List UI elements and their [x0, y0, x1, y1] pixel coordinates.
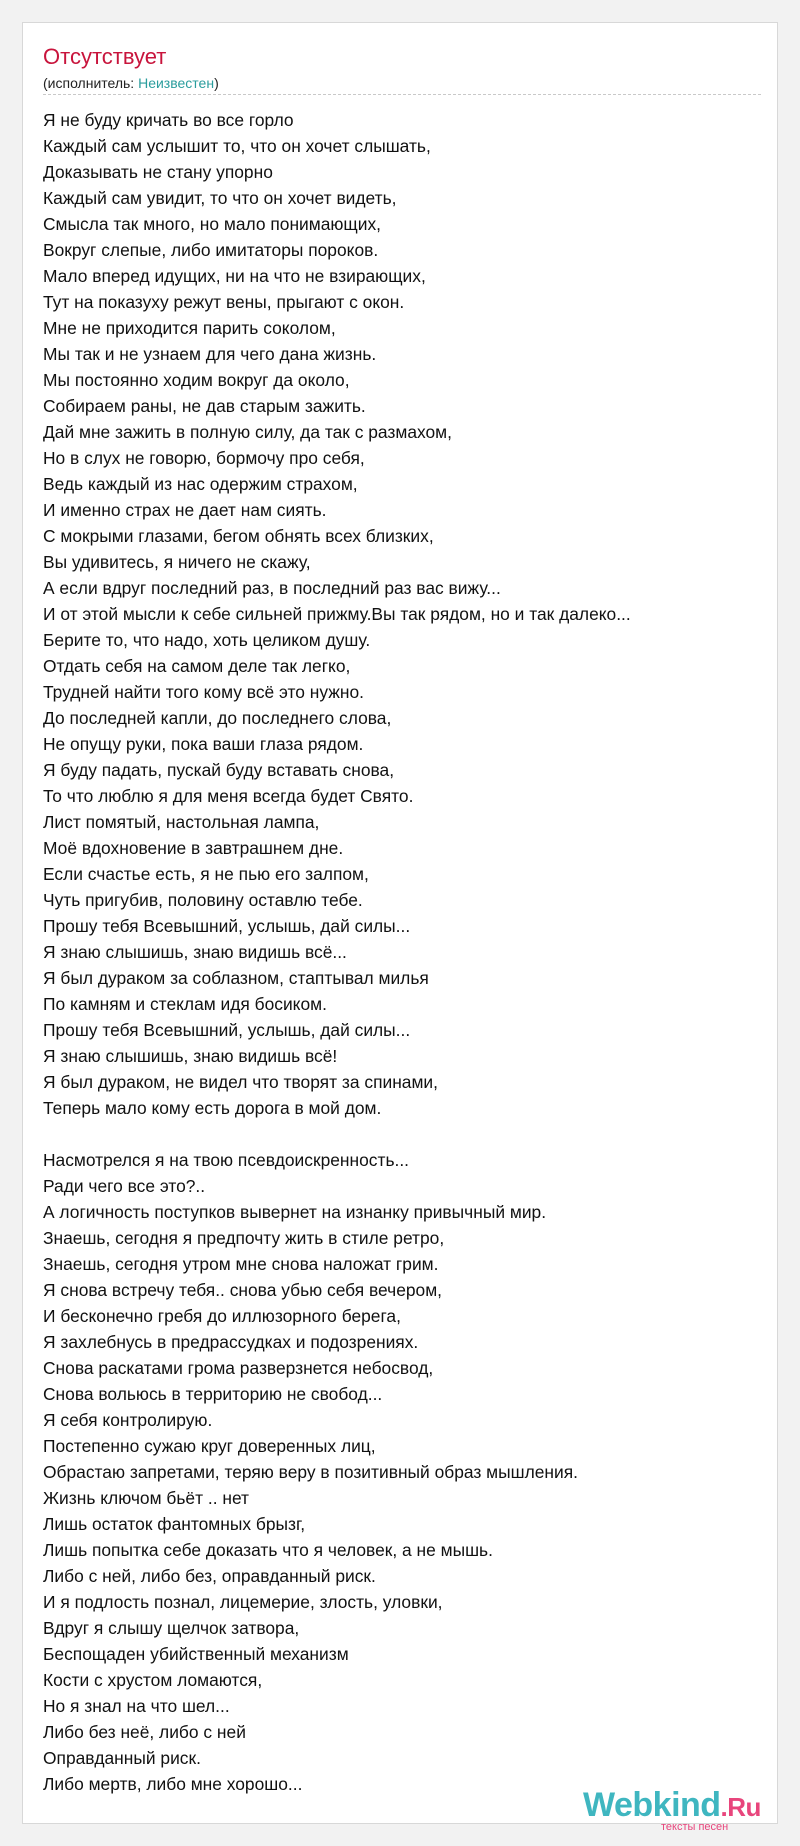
lyric-line: Если счастье есть, я не пью его залпом, — [43, 864, 369, 884]
lyric-line: Отдать себя на самом деле так легко, — [43, 656, 351, 676]
lyric-line: И именно страх не дает нам сиять. — [43, 500, 327, 520]
lyric-line: Лишь попытка себе доказать что я человек, а не мышь. — [43, 1540, 493, 1560]
song-subtitle — [43, 74, 219, 92]
lyric-line: Трудней найти того кому всё это нужно. — [43, 682, 365, 702]
lyric-line: Снова вольюсь в территорию не свобод... — [43, 1384, 383, 1404]
lyric-line: Каждый сам услышит то, что он хочет слышать, — [43, 136, 431, 156]
lyric-line: Ради чего все это?.. — [43, 1176, 206, 1196]
song-title: Отсутствует — [43, 44, 167, 69]
lyric-line: Обрастаю запретами, теряю веру в позитивный образ мышления. — [43, 1462, 578, 1482]
lyric-line: Теперь мало кому есть дорога в мой дом. — [43, 1098, 382, 1118]
title-divider — [43, 94, 761, 95]
lyric-line: Беспощаден убийственный механизм — [43, 1644, 349, 1664]
lyric-line: Но я знал на что шел... — [43, 1696, 230, 1716]
lyric-line: Я был дураком за соблазном, стаптывал милья — [43, 968, 429, 988]
lyric-line: Либо мертв, либо мне хорошо... — [43, 1774, 303, 1794]
lyric-line: И я подлость познал, лицемерие, злость, уловки, — [43, 1592, 443, 1612]
subtitle-suffix: ) — [214, 75, 219, 91]
lyric-line: Насмотрелся я на твою псевдоискренность... — [43, 1150, 410, 1170]
lyric-line: А логичность поступков вывернет на изнанку привычный мир. — [43, 1202, 547, 1222]
lyric-line: Я себя контролирую. — [43, 1410, 213, 1430]
lyric-line: Жизнь ключом бьёт .. нет — [43, 1488, 250, 1508]
lyric-line: А если вдруг последний раз, в последний раз вас вижу... — [43, 578, 501, 598]
lyric-line: Вы удивитесь, я ничего не скажу, — [43, 552, 311, 572]
logo-suffix: .Ru — [720, 1792, 761, 1822]
lyric-line: Лист помятый, настольная лампа, — [43, 812, 320, 832]
lyric-line: Мало вперед идущих, ни на что не взирающих, — [43, 266, 426, 286]
lyric-line: С мокрыми глазами, бегом обнять всех близких, — [43, 526, 434, 546]
lyric-line: По камням и стеклам идя босиком. — [43, 994, 327, 1014]
lyric-line: Не опущу руки, пока ваши глаза рядом. — [43, 734, 364, 754]
lyric-line: Тут на показуху режут вены, прыгают с окон. — [43, 292, 405, 312]
lyric-line: Вокруг слепые, либо имитаторы пороков. — [43, 240, 379, 260]
lyric-line: Мы постоянно ходим вокруг да около, — [43, 370, 350, 390]
subtitle-prefix: (исполнитель: — [43, 75, 139, 91]
lyric-line: Вдруг я слышу щелчок затвора, — [43, 1618, 300, 1638]
lyric-line: Берите то, что надо, хоть целиком душу. — [43, 630, 371, 650]
stanza-gap — [43, 1121, 763, 1147]
lyric-line: Снова раскатами грома разверзнется небосвод, — [43, 1358, 434, 1378]
lyric-line: Оправданный риск. — [43, 1748, 201, 1768]
lyrics-text — [43, 107, 763, 1797]
lyric-line: И от этой мысли к себе сильней прижму.Вы так рядом, но и так далеко... — [43, 604, 631, 624]
lyric-line: Либо с ней, либо без, оправданный риск. — [43, 1566, 376, 1586]
lyric-line: Я захлебнусь в предрассудках и подозрениях. — [43, 1332, 419, 1352]
lyric-line: Мы так и не узнаем для чего дана жизнь. — [43, 344, 377, 364]
lyric-line: Лишь остаток фантомных брызг, — [43, 1514, 306, 1534]
lyric-line: Прошу тебя Всевышний, услышь, дай силы... — [43, 916, 411, 936]
lyric-line: Знаешь, сегодня я предпочту жить в стиле ретро, — [43, 1228, 445, 1248]
lyric-line: Моё вдохновение в завтрашнем дне. — [43, 838, 344, 858]
lyric-line: Кости с хрустом ломаются, — [43, 1670, 263, 1690]
lyric-line: И бесконечно гребя до иллюзорного берега, — [43, 1306, 401, 1326]
lyric-line: Я буду падать, пускай буду вставать снова, — [43, 760, 395, 780]
song-card — [22, 22, 778, 1833]
lyric-line: Но в слух не говорю, бормочу про себя, — [43, 448, 365, 468]
lyric-line: Каждый сам увидит, то что он хочет видеть, — [43, 188, 397, 208]
lyric-line: Я знаю слышишь, знаю видишь всё! — [43, 1046, 338, 1066]
lyric-line: Чуть пригубив, половину оставлю тебе. — [43, 890, 363, 910]
lyric-line: Собираем раны, не дав старым зажить. — [43, 396, 366, 416]
lyric-line: Ведь каждый из нас одержим страхом, — [43, 474, 358, 494]
lyric-line: Постепенно сужаю круг доверенных лиц, — [43, 1436, 376, 1456]
lyric-line: Смысла так много, но мало понимающих, — [43, 214, 381, 234]
lyric-line: Я снова встречу тебя.. снова убью себя вечером, — [43, 1280, 443, 1300]
lyric-line: Мне не приходится парить соколом, — [43, 318, 336, 338]
lyric-line: Либо без неё, либо с ней — [43, 1722, 246, 1742]
lyric-line: Дай мне зажить в полную силу, да так с размахом, — [43, 422, 452, 442]
site-logo[interactable] — [583, 1785, 783, 1835]
lyric-line: Прошу тебя Всевышний, услышь, дай силы... — [43, 1020, 411, 1040]
lyric-line: Знаешь, сегодня утром мне снова наложат грим. — [43, 1254, 439, 1274]
logo-tagline: тексты песен — [661, 1821, 729, 1833]
lyric-line: То что люблю я для меня всегда будет Свято. — [43, 786, 414, 806]
logo-main-text: Webkind — [583, 1786, 721, 1824]
lyric-line: Я не буду кричать во все горло — [43, 110, 294, 130]
lyric-line: Я был дураком, не видел что творят за спинами, — [43, 1072, 438, 1092]
lyric-line: До последней капли, до последнего слова, — [43, 708, 392, 728]
lyric-line: Доказывать не стану упорно — [43, 162, 273, 182]
lyric-line: Я знаю слышишь, знаю видишь всё... — [43, 942, 347, 962]
artist-link[interactable]: Неизвестен — [138, 75, 215, 91]
